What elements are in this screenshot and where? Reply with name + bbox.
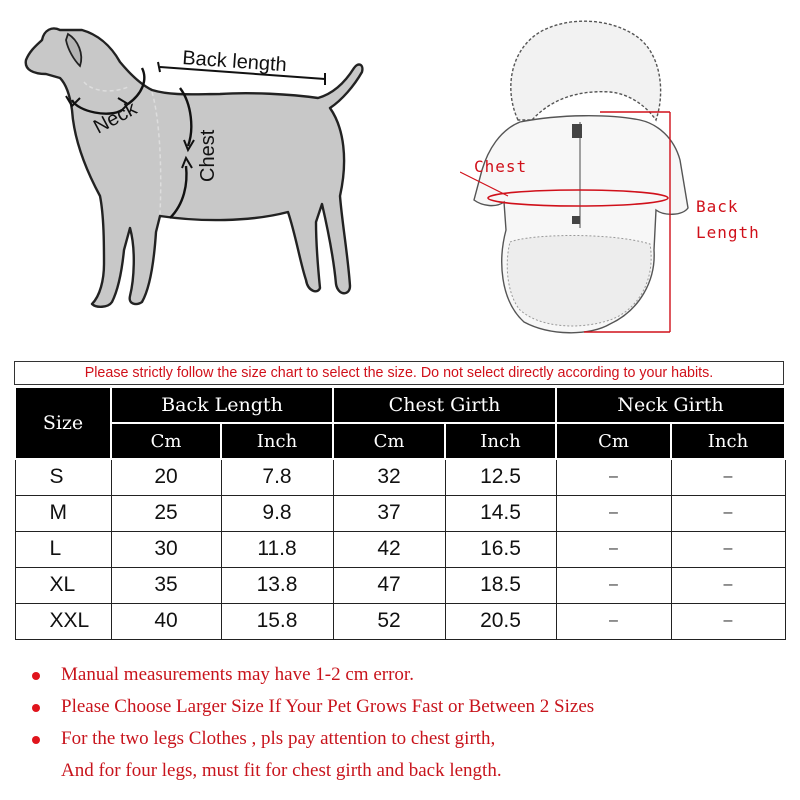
back-inch-cell: 11.8 — [221, 531, 333, 567]
neck-inch-cell: – — [671, 567, 785, 603]
neck-inch-cell: – — [671, 531, 785, 567]
note-text: Manual measurements may have 1-2 cm error. — [61, 664, 414, 685]
neck-inch-cell: – — [671, 495, 785, 531]
chest-inch-cell: 20.5 — [445, 603, 556, 639]
size-cell: M — [15, 495, 111, 531]
back-inch-cell: 13.8 — [221, 567, 333, 603]
neck-girth-header: Neck Girth — [556, 387, 785, 423]
neck-cm-cell: – — [556, 531, 671, 567]
bullet-icon — [32, 672, 40, 680]
unit-header: Cm — [333, 423, 445, 459]
back-length-header: Back Length — [111, 387, 333, 423]
back-inch-cell: 15.8 — [221, 603, 333, 639]
back-inch-cell: 9.8 — [221, 495, 333, 531]
chest-inch-cell: 18.5 — [445, 567, 556, 603]
chest-cm-cell: 37 — [333, 495, 445, 531]
chest-cm-cell: 47 — [333, 567, 445, 603]
chest-cm-cell: 32 — [333, 459, 445, 495]
chest-label: Chest — [197, 129, 219, 182]
back-cm-cell: 25 — [111, 495, 221, 531]
chest-girth-header: Chest Girth — [333, 387, 556, 423]
chest-inch-cell: 12.5 — [445, 459, 556, 495]
neck-cm-cell: – — [556, 459, 671, 495]
note-item — [28, 662, 788, 694]
coat-measurement-diagram — [460, 10, 790, 350]
chest-inch-cell: 16.5 — [445, 531, 556, 567]
table-row — [15, 567, 785, 603]
back-cm-cell: 35 — [111, 567, 221, 603]
chest-cm-cell: 42 — [333, 531, 445, 567]
neck-inch-cell: – — [671, 459, 785, 495]
dog-measurement-diagram — [0, 0, 420, 350]
note-text: For the two legs Clothes , pls pay attention to chest girth, — [61, 728, 496, 749]
neck-inch-cell: – — [671, 603, 785, 639]
back-cm-cell: 40 — [111, 603, 221, 639]
note-item — [28, 694, 788, 726]
size-cell: XL — [15, 567, 111, 603]
note-text: And for four legs, must fit for chest girth and back length. — [61, 760, 502, 781]
neck-cm-cell: – — [556, 495, 671, 531]
note-text: Please Choose Larger Size If Your Pet Grows Fast or Between 2 Sizes — [61, 696, 595, 717]
unit-header: Inch — [671, 423, 785, 459]
bullet-icon — [32, 704, 40, 712]
table-row — [15, 603, 785, 639]
unit-header: Inch — [445, 423, 556, 459]
size-cell: S — [15, 459, 111, 495]
size-column-header: Size — [15, 387, 111, 459]
size-notice: Please strictly follow the size chart to select the size. Do not select directly according to your habits. — [14, 361, 784, 385]
coat-back-label: Back — [696, 197, 739, 216]
unit-header: Inch — [221, 423, 333, 459]
note-item — [28, 726, 788, 758]
coat-hood — [511, 21, 661, 120]
table-row — [15, 495, 785, 531]
note-item — [28, 758, 788, 790]
size-cell: XXL — [15, 603, 111, 639]
table-row — [15, 459, 785, 495]
back-length-label: Back length — [181, 47, 288, 77]
size-cell: L — [15, 531, 111, 567]
neck-cm-cell: – — [556, 603, 671, 639]
unit-header: Cm — [111, 423, 221, 459]
coat-length-label: Length — [696, 223, 760, 242]
chest-cm-cell: 52 — [333, 603, 445, 639]
coat-chest-label: Chest — [474, 157, 528, 176]
neck-label: Neck — [90, 97, 141, 139]
notes-list — [28, 662, 788, 790]
table-row — [15, 531, 785, 567]
chest-inch-cell: 14.5 — [445, 495, 556, 531]
neck-cm-cell: – — [556, 567, 671, 603]
back-inch-cell: 7.8 — [221, 459, 333, 495]
bullet-icon — [32, 736, 40, 744]
unit-header: Cm — [556, 423, 671, 459]
back-cm-cell: 30 — [111, 531, 221, 567]
back-cm-cell: 20 — [111, 459, 221, 495]
size-chart-table — [14, 386, 786, 640]
